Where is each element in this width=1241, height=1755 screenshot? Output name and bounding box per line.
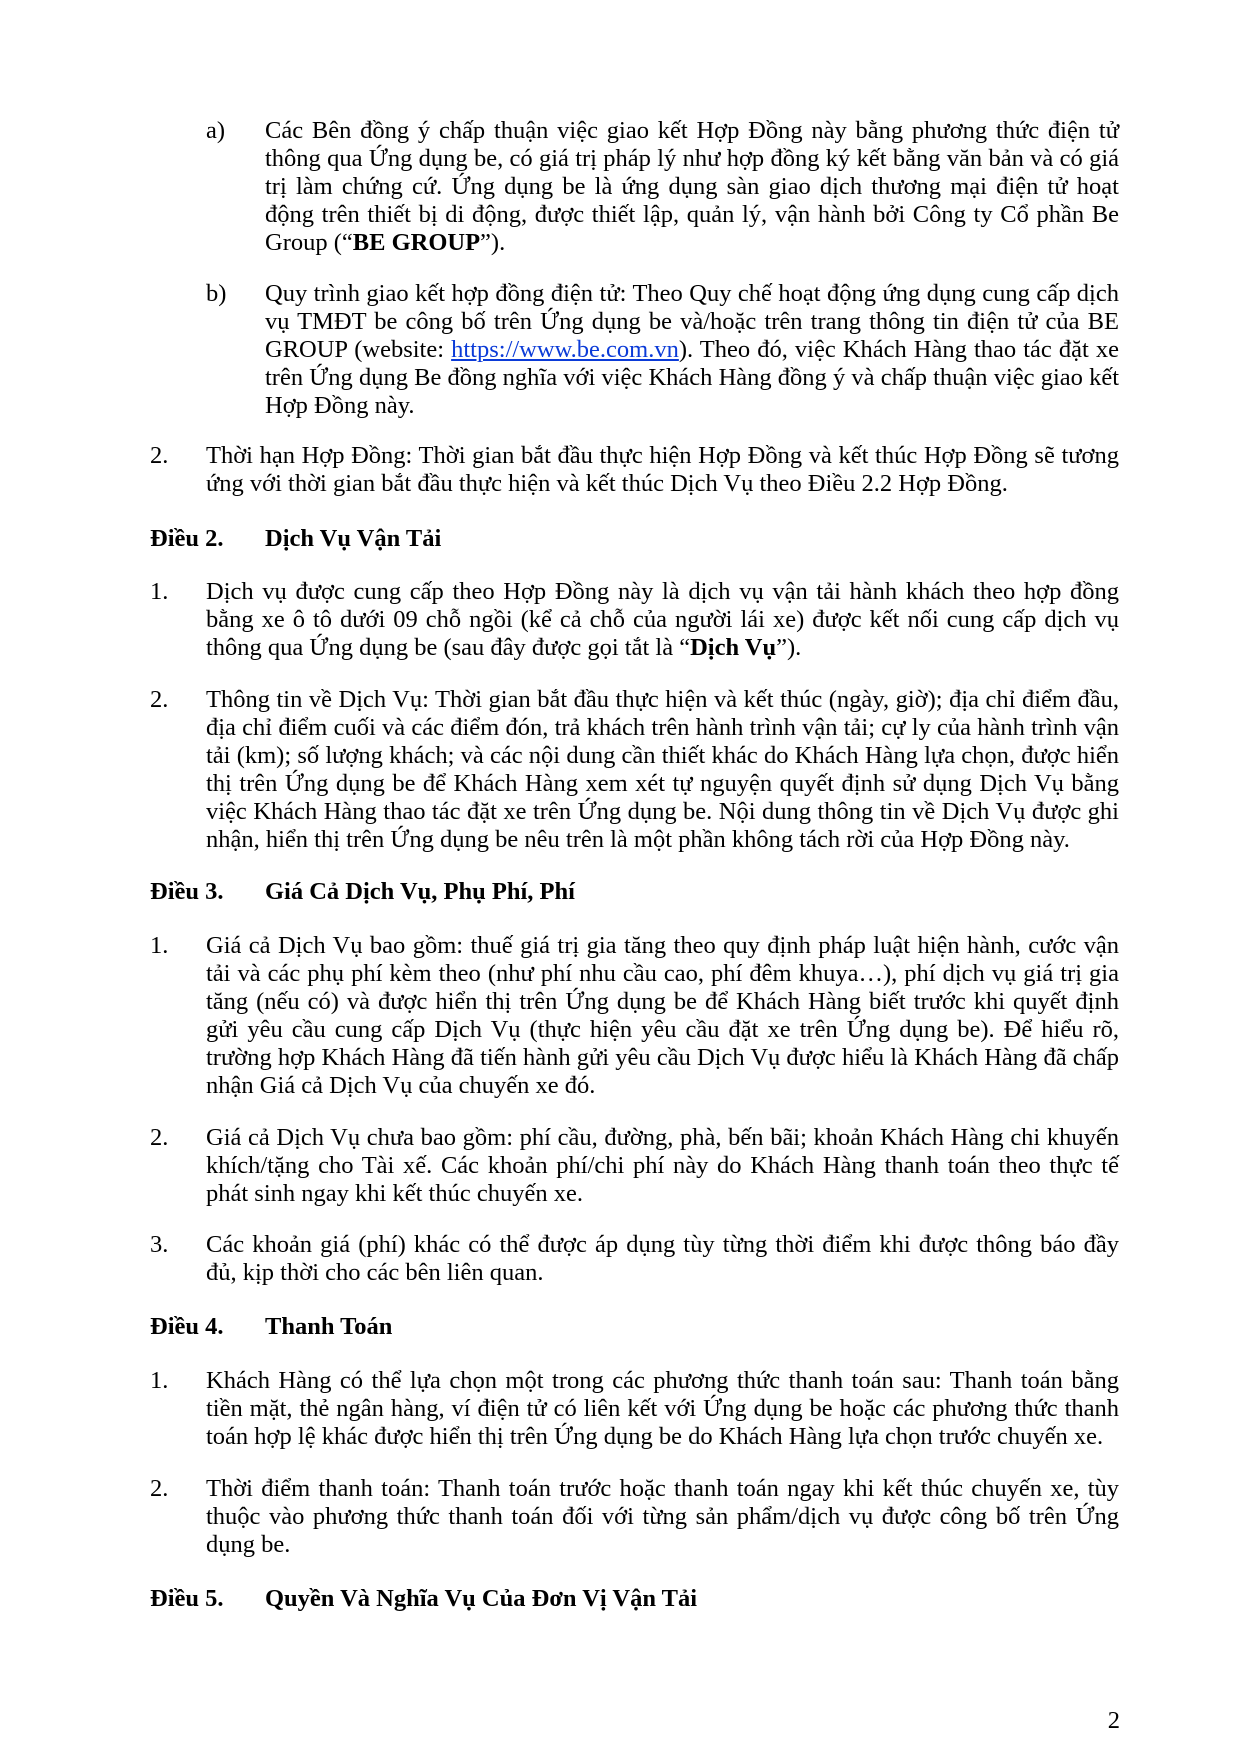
article-3-item-2-marker: 2. bbox=[150, 1124, 169, 1151]
article-2-number: Điều 2. bbox=[150, 525, 224, 552]
article-2-item-1-text: Dịch vụ được cung cấp theo Hợp Đồng này là dịch vụ vận tải hành khách theo hợp đồng bằng xe ô tô dưới 09 chỗ ngồi (kể cả chỗ của người lái xe) được kết nối cung cấp dịch vụ thông qua Ứng dụng be (sau đây được gọi tắt là “Dịch Vụ”). bbox=[206, 578, 1119, 661]
article-2-item-2-marker: 2. bbox=[150, 686, 169, 713]
dich-vu-term: Dịch Vụ bbox=[690, 634, 777, 661]
article-4-item-2-text: Thời điểm thanh toán: Thanh toán trước hoặc thanh toán ngay khi kết thúc chuyến xe, tùy thuộc vào phương thức thanh toán đối với từng sản phẩm/dịch vụ được công bố trên Ứng dụng be. bbox=[206, 1475, 1119, 1558]
article-3-item-2-text: Giá cả Dịch Vụ chưa bao gồm: phí cầu, đường, phà, bến bãi; khoản Khách Hàng chi khuyến khích/tặng cho Tài xế. Các khoản phí/chi phí này do Khách Hàng thanh toán theo thực tế phát sinh ngay khi kết thúc chuyến xe. bbox=[206, 1124, 1119, 1207]
clause-b-text: Quy trình giao kết hợp đồng điện tử: Theo Quy chế hoạt động ứng dụng cung cấp dịch vụ TMĐT be công bố trên Ứng dụng be và/hoặc trên trang thông tin điện tử của BE GROUP (website: https://www.be.com.vn). Theo đó, việc Khách Hàng thao tác đặt xe trên Ứng dụng Be đồng nghĩa với việc Khách Hàng đồng ý và chấp thuận việc giao kết Hợp Đồng này. bbox=[265, 280, 1119, 419]
article-5-number: Điều 5. bbox=[150, 1585, 224, 1612]
be-website-link[interactable]: https://www.be.com.vn bbox=[451, 336, 679, 363]
article-5-title: Quyền Và Nghĩa Vụ Của Đơn Vị Vận Tải bbox=[265, 1585, 698, 1612]
clause-a-text: Các Bên đồng ý chấp thuận việc giao kết Hợp Đồng này bằng phương thức điện tử thông qua Ứng dụng be, có giá trị pháp lý như hợp đồng ký kết bằng văn bản và có giá trị làm chứng cứ. Ứng dụng be là ứng dụng sàn giao dịch thương mại điện tử hoạt động trên thiết bị di động, được thiết lập, quản lý, vận hành bởi Công ty Cổ phần Be Group (“BE GROUP”). bbox=[265, 117, 1119, 256]
article-3-item-1-marker: 1. bbox=[150, 932, 169, 959]
article-2-item-1-marker: 1. bbox=[150, 578, 169, 605]
article-2-title: Dịch Vụ Vận Tải bbox=[265, 525, 442, 552]
clause-b-marker: b) bbox=[206, 280, 227, 307]
clause-2-marker: 2. bbox=[150, 442, 169, 469]
page-number: 2 bbox=[1107, 1707, 1120, 1734]
article-3-item-1-text: Giá cả Dịch Vụ bao gồm: thuế giá trị gia tăng theo quy định pháp luật hiện hành, cước vận tải và các phụ phí kèm theo (như phí nhu cầu cao, phí đêm khuya…), phí dịch vụ giá trị gia tăng (nếu có) và được hiển thị trên Ứng dụng be để Khách Hàng biết trước khi quyết định gửi yêu cầu cung cấp Dịch Vụ (thực hiện yêu cầu đặt xe trên Ứng dụng be). Để hiểu rõ, trường hợp Khách Hàng đã tiến hành gửi yêu cầu Dịch Vụ được hiểu là Khách Hàng đã chấp nhận Giá cả Dịch Vụ của chuyến xe đó. bbox=[206, 932, 1119, 1099]
article-2-item-2-text: Thông tin về Dịch Vụ: Thời gian bắt đầu thực hiện và kết thúc (ngày, giờ); địa chỉ điểm đầu, địa chỉ điểm cuối và các điểm đón, trả khách trên hành trình vận tải; cự ly của hành trình vận tải (km); số lượng khách; và các nội dung cần thiết khác do Khách Hàng lựa chọn, được hiển thị trên Ứng dụng be để Khách Hàng xem xét tự nguyện quyết định sử dụng Dịch Vụ bằng việc Khách Hàng thao tác đặt xe trên Ứng dụng be. Nội dung thông tin về Dịch Vụ được ghi nhận, hiển thị trên Ứng dụng be nêu trên là một phần không tách rời của Hợp Đồng này. bbox=[206, 686, 1119, 853]
article-3-item-3-text: Các khoản giá (phí) khác có thể được áp dụng tùy từng thời điểm khi được thông báo đầy đủ, kịp thời cho các bên liên quan. bbox=[206, 1231, 1119, 1286]
article-4-item-1-text: Khách Hàng có thể lựa chọn một trong các phương thức thanh toán sau: Thanh toán bằng tiền mặt, thẻ ngân hàng, ví điện tử có liên kết với Ứng dụng be hoặc các phương thức thanh toán hợp lệ khác được hiển thị trên Ứng dụng be do Khách Hàng lựa chọn trước chuyến xe. bbox=[206, 1367, 1119, 1450]
article-3-item-3-marker: 3. bbox=[150, 1231, 169, 1258]
article-4-item-2-marker: 2. bbox=[150, 1475, 169, 1502]
article-3-title: Giá Cả Dịch Vụ, Phụ Phí, Phí bbox=[265, 878, 575, 905]
article-4-number: Điều 4. bbox=[150, 1313, 224, 1340]
be-group-term: BE GROUP bbox=[352, 229, 481, 256]
article-3-number: Điều 3. bbox=[150, 878, 224, 905]
article-4-title: Thanh Toán bbox=[265, 1313, 393, 1340]
clause-a-marker: a) bbox=[206, 117, 226, 144]
article-4-item-1-marker: 1. bbox=[150, 1367, 169, 1394]
clause-2-text: Thời hạn Hợp Đồng: Thời gian bắt đầu thực hiện Hợp Đồng và kết thúc Hợp Đồng sẽ tương ứng với thời gian bắt đầu thực hiện và kết thúc Dịch Vụ theo Điều 2.2 Hợp Đồng. bbox=[206, 442, 1119, 497]
